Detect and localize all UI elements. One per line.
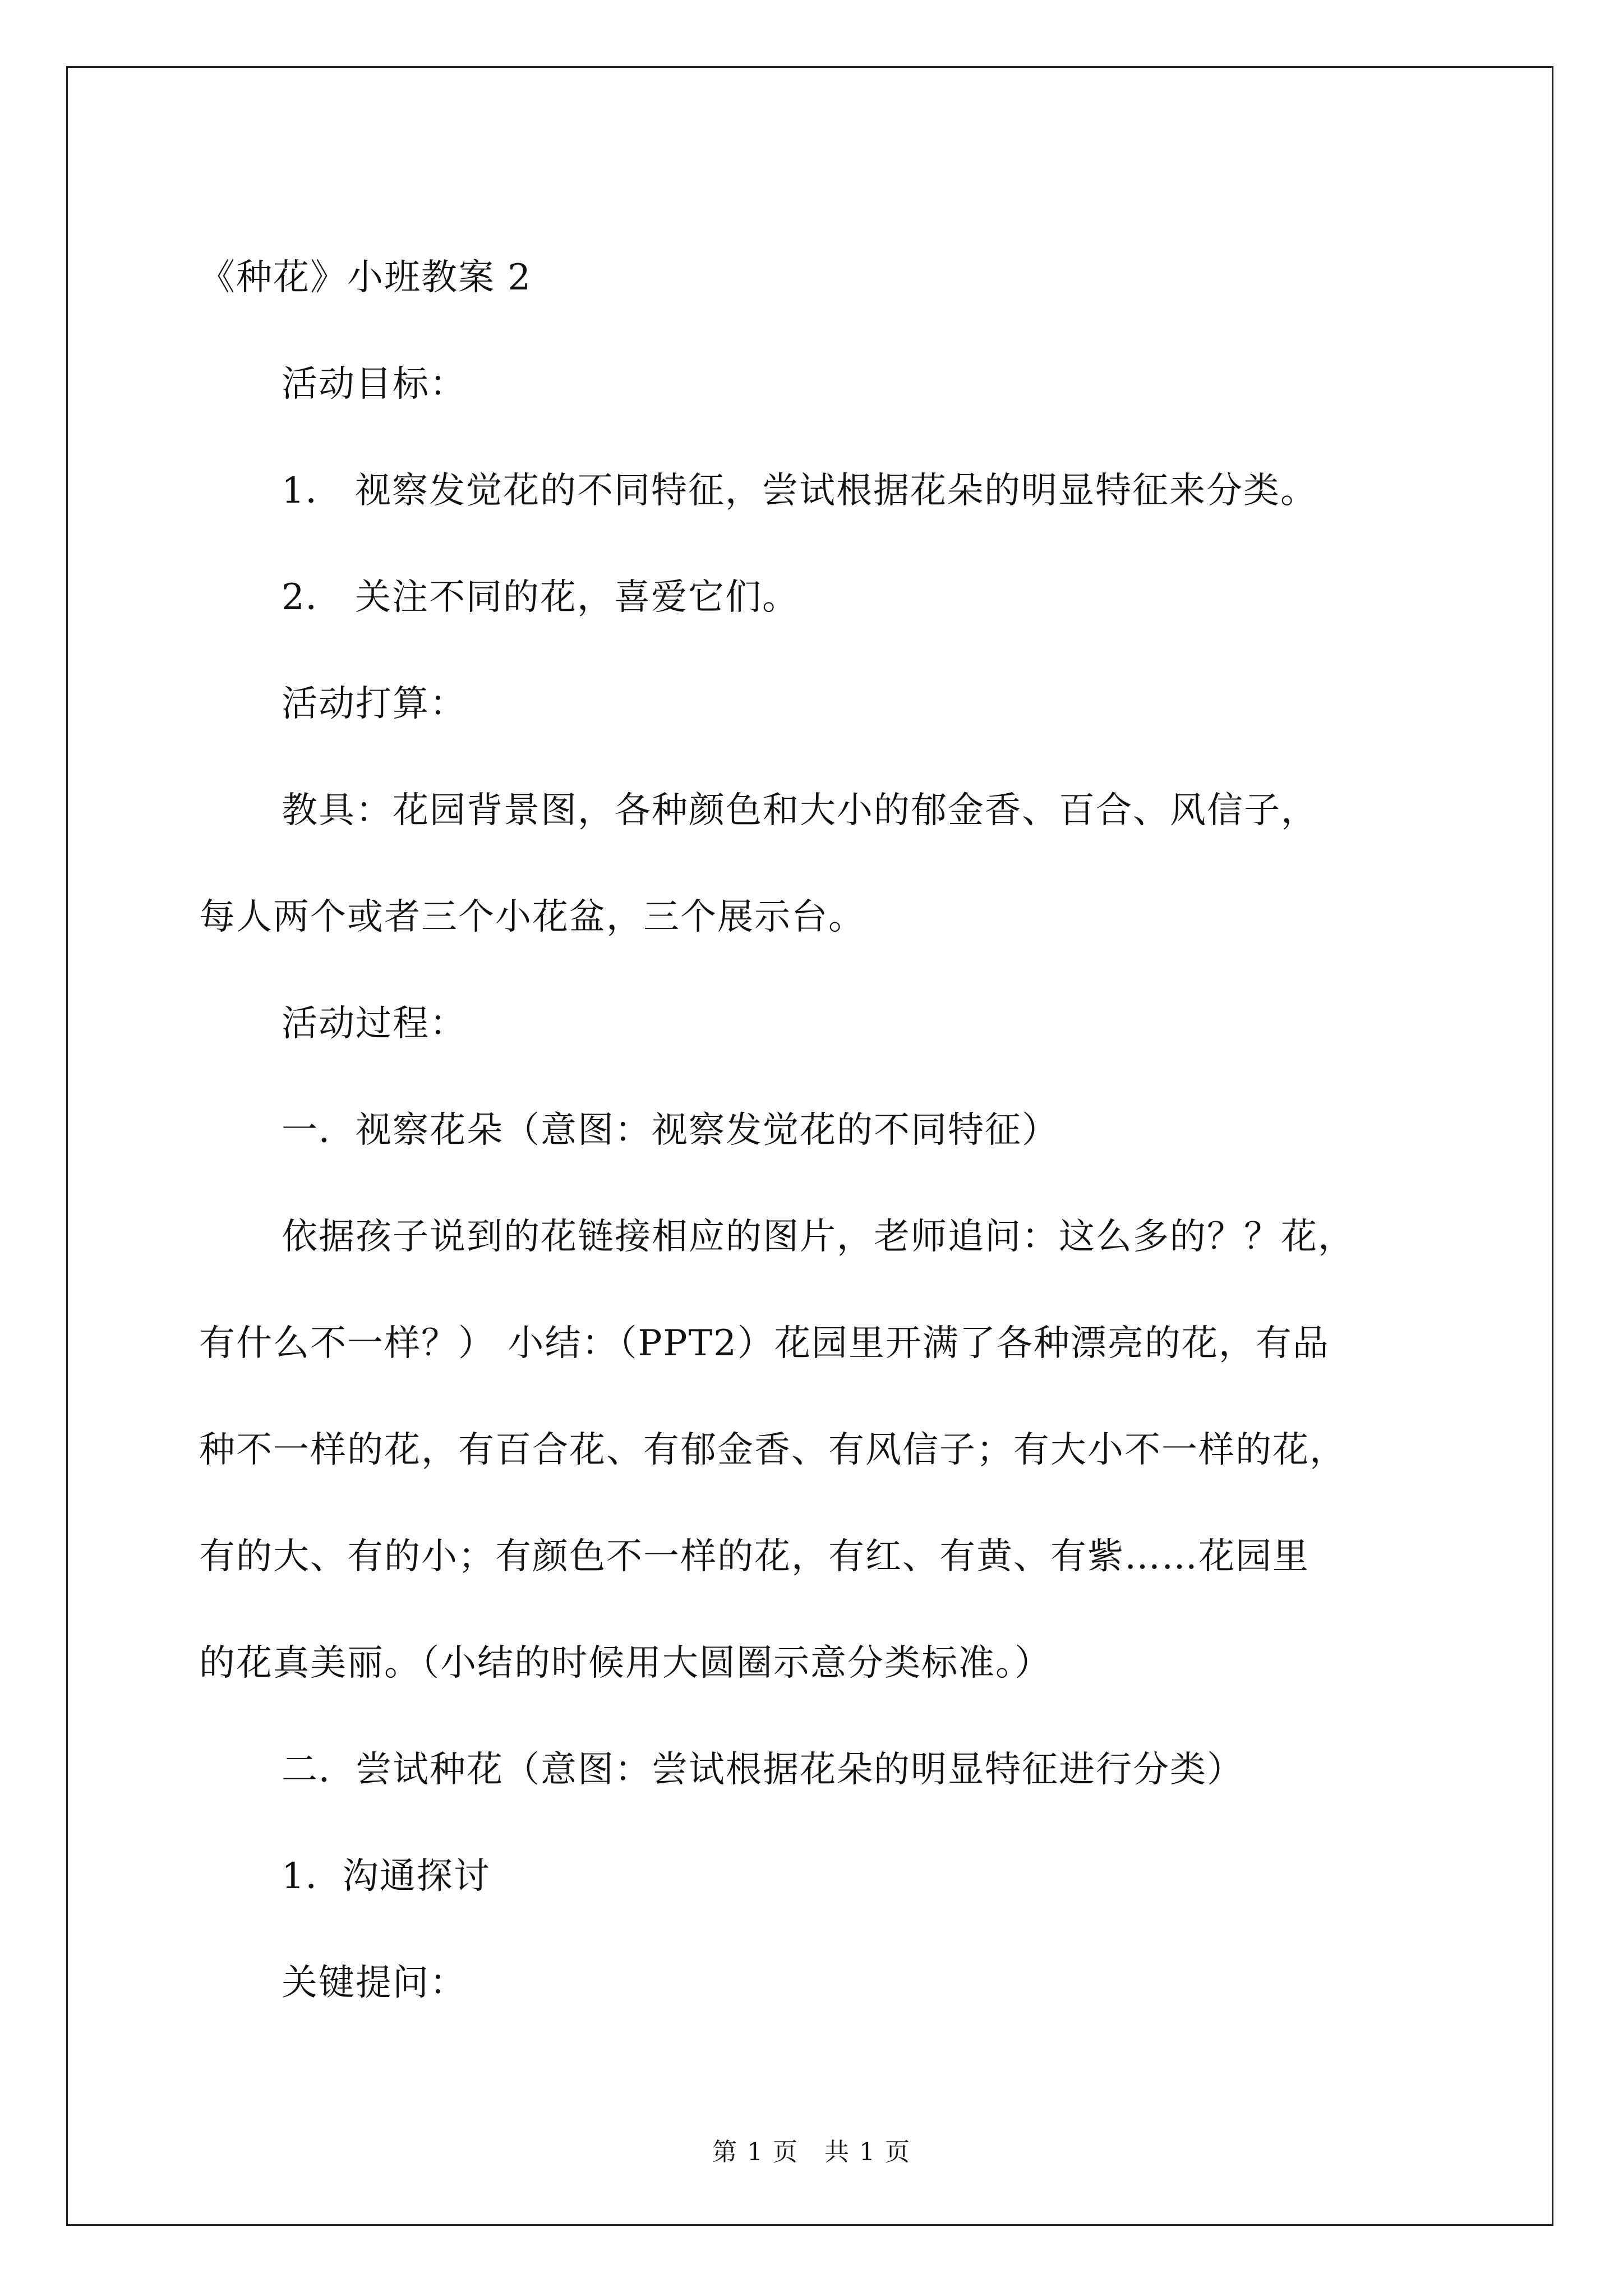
page-footer: 第 1 页 共 1 页 [712, 2138, 911, 2166]
paragraph-line: 教具：花园背景图，各种颜色和大小的郁金香、百合、风信子， [282, 790, 1318, 831]
section-heading-goals: 活动目标： [282, 364, 467, 405]
step-heading-2: 二．尝试种花（意图：尝试根据花朵的明显特征进行分类） [282, 1749, 1244, 1791]
document-title: 《种花》小班教案 2 [199, 257, 532, 298]
key-question-label: 关键提问： [282, 1962, 467, 2004]
paragraph-line: 种不一样的花，有百合花、有郁金香、有风信子；有大小不一样的花， [199, 1429, 1347, 1471]
step-heading-1: 一．视察花朵（意图：视察发觉花的不同特征） [282, 1110, 1059, 1151]
paragraph-line: 有的大、有的小；有颜色不一样的花，有红、有黄、有紫……花园里 [199, 1536, 1310, 1577]
section-heading-preparation: 活动打算： [282, 683, 467, 725]
section-heading-process: 活动过程： [282, 1003, 467, 1045]
sub-step-heading: 1．沟通探讨 [282, 1856, 491, 1897]
paragraph-line: 有什么不一样？） 小结：（PPT2）花园里开满了各种漂亮的花，有品 [199, 1323, 1330, 1364]
paragraph-line: 的花真美丽。（小结的时候用大圆圈示意分类标准。） [199, 1642, 1052, 1684]
paragraph-line: 每人两个或者三个小花盆，三个展示台。 [199, 896, 865, 938]
document-body [199, 224, 1461, 2036]
goal-item-1: 1． 视察发觉花的不同特征，尝试根据花朵的明显特征来分类。 [282, 470, 1318, 512]
goal-item-2: 2． 关注不同的花，喜爱它们。 [282, 577, 800, 618]
paragraph-line: 依据孩子说到的花链接相应的图片，老师追问：这么多的？？花， [282, 1216, 1355, 1258]
